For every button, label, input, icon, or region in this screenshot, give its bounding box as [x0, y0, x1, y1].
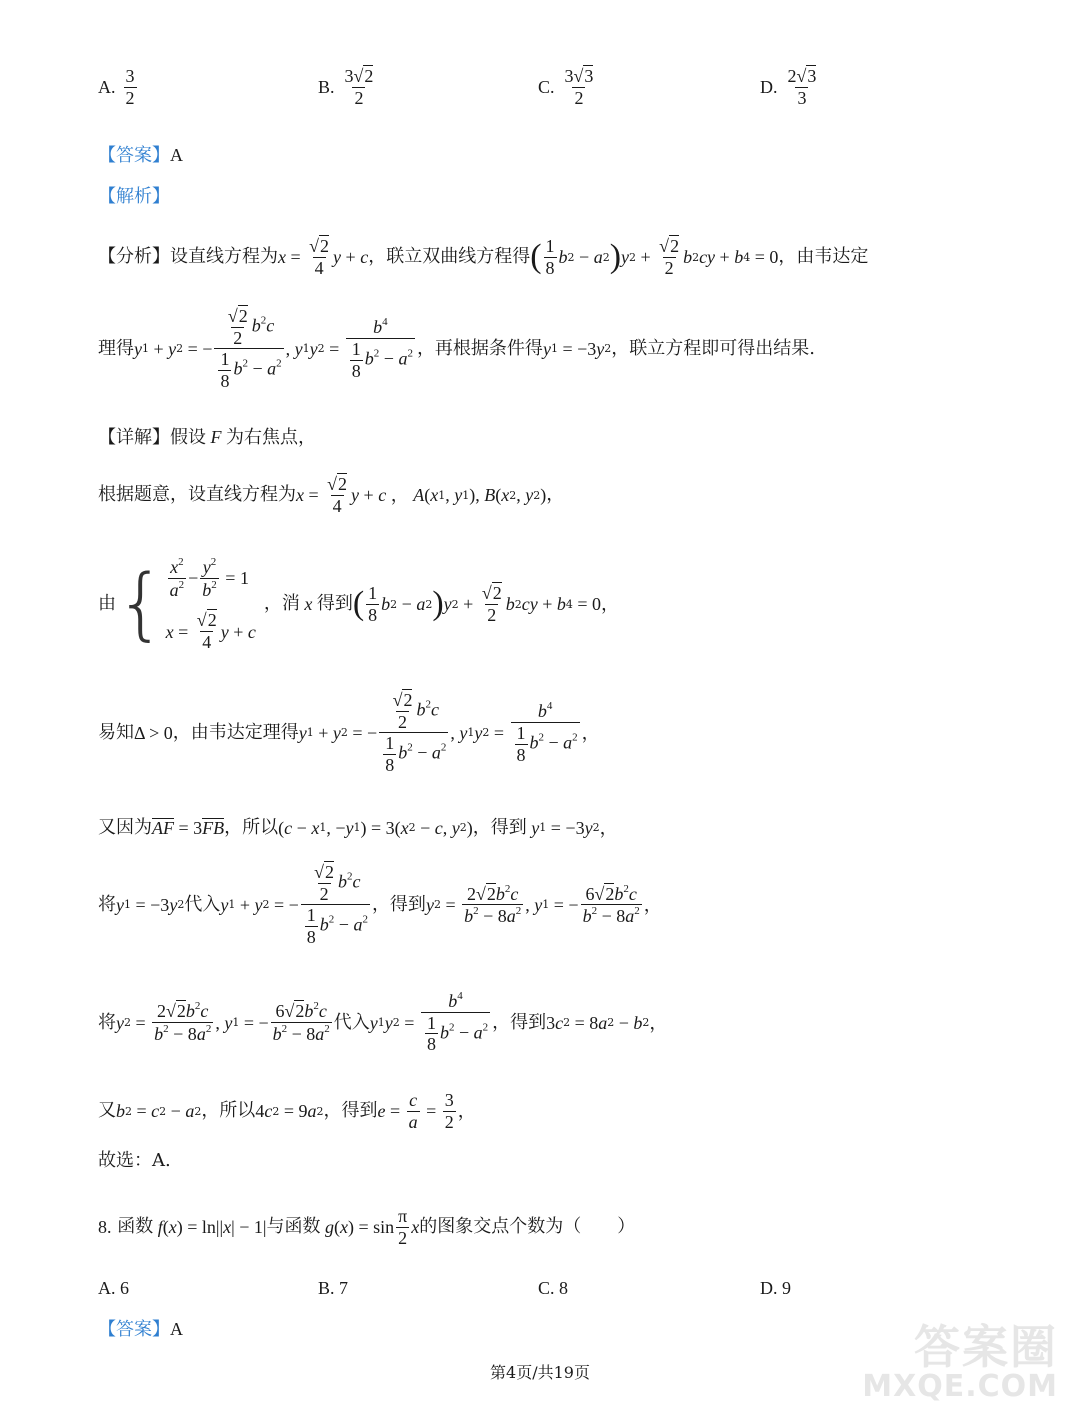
option-letter: C. [538, 76, 555, 97]
option-letter: D. [760, 76, 778, 97]
text: ， [546, 484, 565, 506]
text: ，联立方程即可得出结果. [611, 337, 815, 359]
watermark-logo [862, 1320, 1058, 1404]
q8-option-a[interactable]: A. 6 [98, 1278, 129, 1298]
analysis-tag: 【分析】 [98, 246, 170, 268]
detail-line: 【详解】假设 F 为右焦点， [98, 427, 316, 448]
text: 设直线方程为 [170, 246, 278, 268]
page-footer: 第4页/共19页 [490, 1363, 590, 1382]
text: 又因为 [98, 816, 152, 838]
detail-tag: 【详解】 [98, 427, 170, 448]
text: 为右焦点， [226, 427, 316, 448]
text: 与函数 [266, 1216, 321, 1238]
option-letter: B. [318, 76, 335, 97]
text: ，所以 [224, 816, 279, 838]
text: 代入 [333, 1011, 370, 1033]
answer-value: A [170, 145, 183, 165]
q8-option-d[interactable]: D. 9 [760, 1278, 791, 1298]
line-12: 又 b 2 = c 2 − a 2 ，所以 4 c 2 = 9 a 2 ，得到 e = $\frac{c}{a}$ = $\frac{3}{2}$ ， [98, 1090, 476, 1132]
conclusion: 故选：A. [98, 1150, 171, 1171]
option-letter: A. [98, 76, 116, 97]
text: ，得到 [492, 1011, 547, 1033]
question-number: 8. [98, 1217, 112, 1238]
answer-line [98, 146, 183, 165]
text: 将 [98, 1011, 116, 1033]
line-8: 易知 Δ > 0 ，由韦达定理得 y 1 + y 2 = − $\frac{√2}{2}$ $b^2c$ $\frac{1}{8}$ $b^2 - a^2$ , y 1 y 2 = $b^4$ $\frac{1}{8}$ $b^2 - a^2$ ， [98, 690, 600, 776]
line-6: 根据题意，设直线方程为 x = $\frac{√2}{4}$ y + c ， A ( x 1 , y 1 ), B ( x 2 , y 2 ) ， [98, 474, 565, 516]
text: 代入 [184, 893, 221, 915]
text: ，所以 [201, 1100, 256, 1122]
text: ，得到 [472, 816, 527, 838]
text: ，由韦达定理得 [172, 721, 299, 743]
option-b[interactable] [318, 66, 377, 108]
option-a[interactable] [98, 66, 139, 108]
option-value: $\frac{3√2}{2}$ [344, 66, 374, 108]
text: 又 [98, 1100, 116, 1122]
option-c[interactable] [538, 66, 597, 108]
text: 的图象交点个数为（ ） [419, 1216, 636, 1238]
watermark-line-1: 答案圈 [914, 1320, 1058, 1374]
text: ，消 [263, 593, 300, 615]
answer-tag: 【答案】 [98, 1319, 170, 1340]
option-d[interactable] [760, 66, 820, 108]
answer-line-2 [98, 1320, 183, 1339]
text: 易知 [98, 721, 134, 743]
line-10: 将 y 1 = −3 y 2 代入 y 1 + y 2 = − $\frac{√2}{2}$ $b^2c$ $\frac{1}{8}$ $b^2 - a^2$ ，得到 y 2 = $\frac{2√2b^2c}{b^2 - 8a^2}$ , y 1 = − $\frac{6√2b^2c}{b^2 - 8a^2}$ ， [98, 862, 662, 948]
line-11: 将 y 2 = $\frac{2√2b^2c}{b^2 - 8a^2}$ , y 1 = − $\frac{6√2b^2c}{b^2 - 8a^2}$ 代入 y 1 y 2 = $b^4$ $\frac{1}{8}$ $b^2 - a^2$ ，得到 3 c 2 = 8 a 2 − b 2 ， [98, 990, 668, 1055]
q8-option-c[interactable]: C. 8 [538, 1278, 569, 1298]
text: 得到 [316, 593, 353, 615]
text: 理得 [98, 337, 134, 359]
text: 将 [98, 893, 116, 915]
text: 根据题意，设直线方程为 [98, 484, 296, 506]
option-value: $\frac{3√3}{2}$ [564, 66, 594, 108]
analysis-line-2: 理得 y 1 + y 2 = − $\frac{√2}{2}$ $b^2c$ $\frac{1}{8}$ $b^2 - a^2$ , y 1 y 2 = $b^4$ $\frac{1}{8}$ $b^2 - a^2$ ，再根据条件得 y 1 = −3 y 2 ，联立方程即可得出结果. [98, 306, 815, 392]
text: ，由韦达定 [778, 246, 869, 268]
text: 由 [98, 593, 116, 615]
text: ，得到 [371, 893, 426, 915]
text: ，联立双曲线方程得 [368, 246, 531, 268]
text: ，得到 [323, 1100, 378, 1122]
text: ，再根据条件得 [416, 337, 543, 359]
answer-tag: 【答案】 [98, 145, 170, 166]
analysis-heading: 【解析】 [98, 186, 170, 207]
option-value: $\frac{2√3}{3}$ [787, 66, 817, 108]
option-value: $\frac{3}{2}$ [125, 66, 135, 108]
line-9: 又因为 AF = 3 FB ，所以 ( c − x 1 , − y 1 ) = 3( x 2 − c , y 2 ) ，得到 y 1 = −3 y 2 ， [98, 816, 618, 838]
q8-option-b[interactable]: B. 7 [318, 1278, 349, 1298]
line-7: 由 { $\frac{x^2}{a^2}$ − $\frac{y^2}{b^2}$ = 1 x = $\frac{√2}{4}$ y + c ，消 x 得到 ( $\frac{1}{8}$ b 2 − a 2 ) y 2 + $\frac{√2}{2}$ b 2 cy + b 4 = 0， [98, 556, 619, 653]
watermark-line-2: MXQE.COM [862, 1369, 1058, 1404]
text: 假设 [170, 427, 206, 448]
text: 函数 [117, 1216, 154, 1238]
answer-value: A [170, 1319, 183, 1339]
question-8: 8. 函数 f ( x ) = ln|| x | − 1| 与函数 g ( x ) = sin $\frac{\pi}{2}$ x 的图象交点个数为（ ） [98, 1206, 636, 1248]
analysis-line-1: 【分析】 设直线方程为 x = $\frac{√2}{4}$ y + c ，联立双曲线方程得 ( $\frac{1}{8}$ b 2 − a 2 ) y 2 + $\frac{√2}{2}$ b 2 cy + b 4 = 0 ，由韦达定 [98, 236, 869, 278]
